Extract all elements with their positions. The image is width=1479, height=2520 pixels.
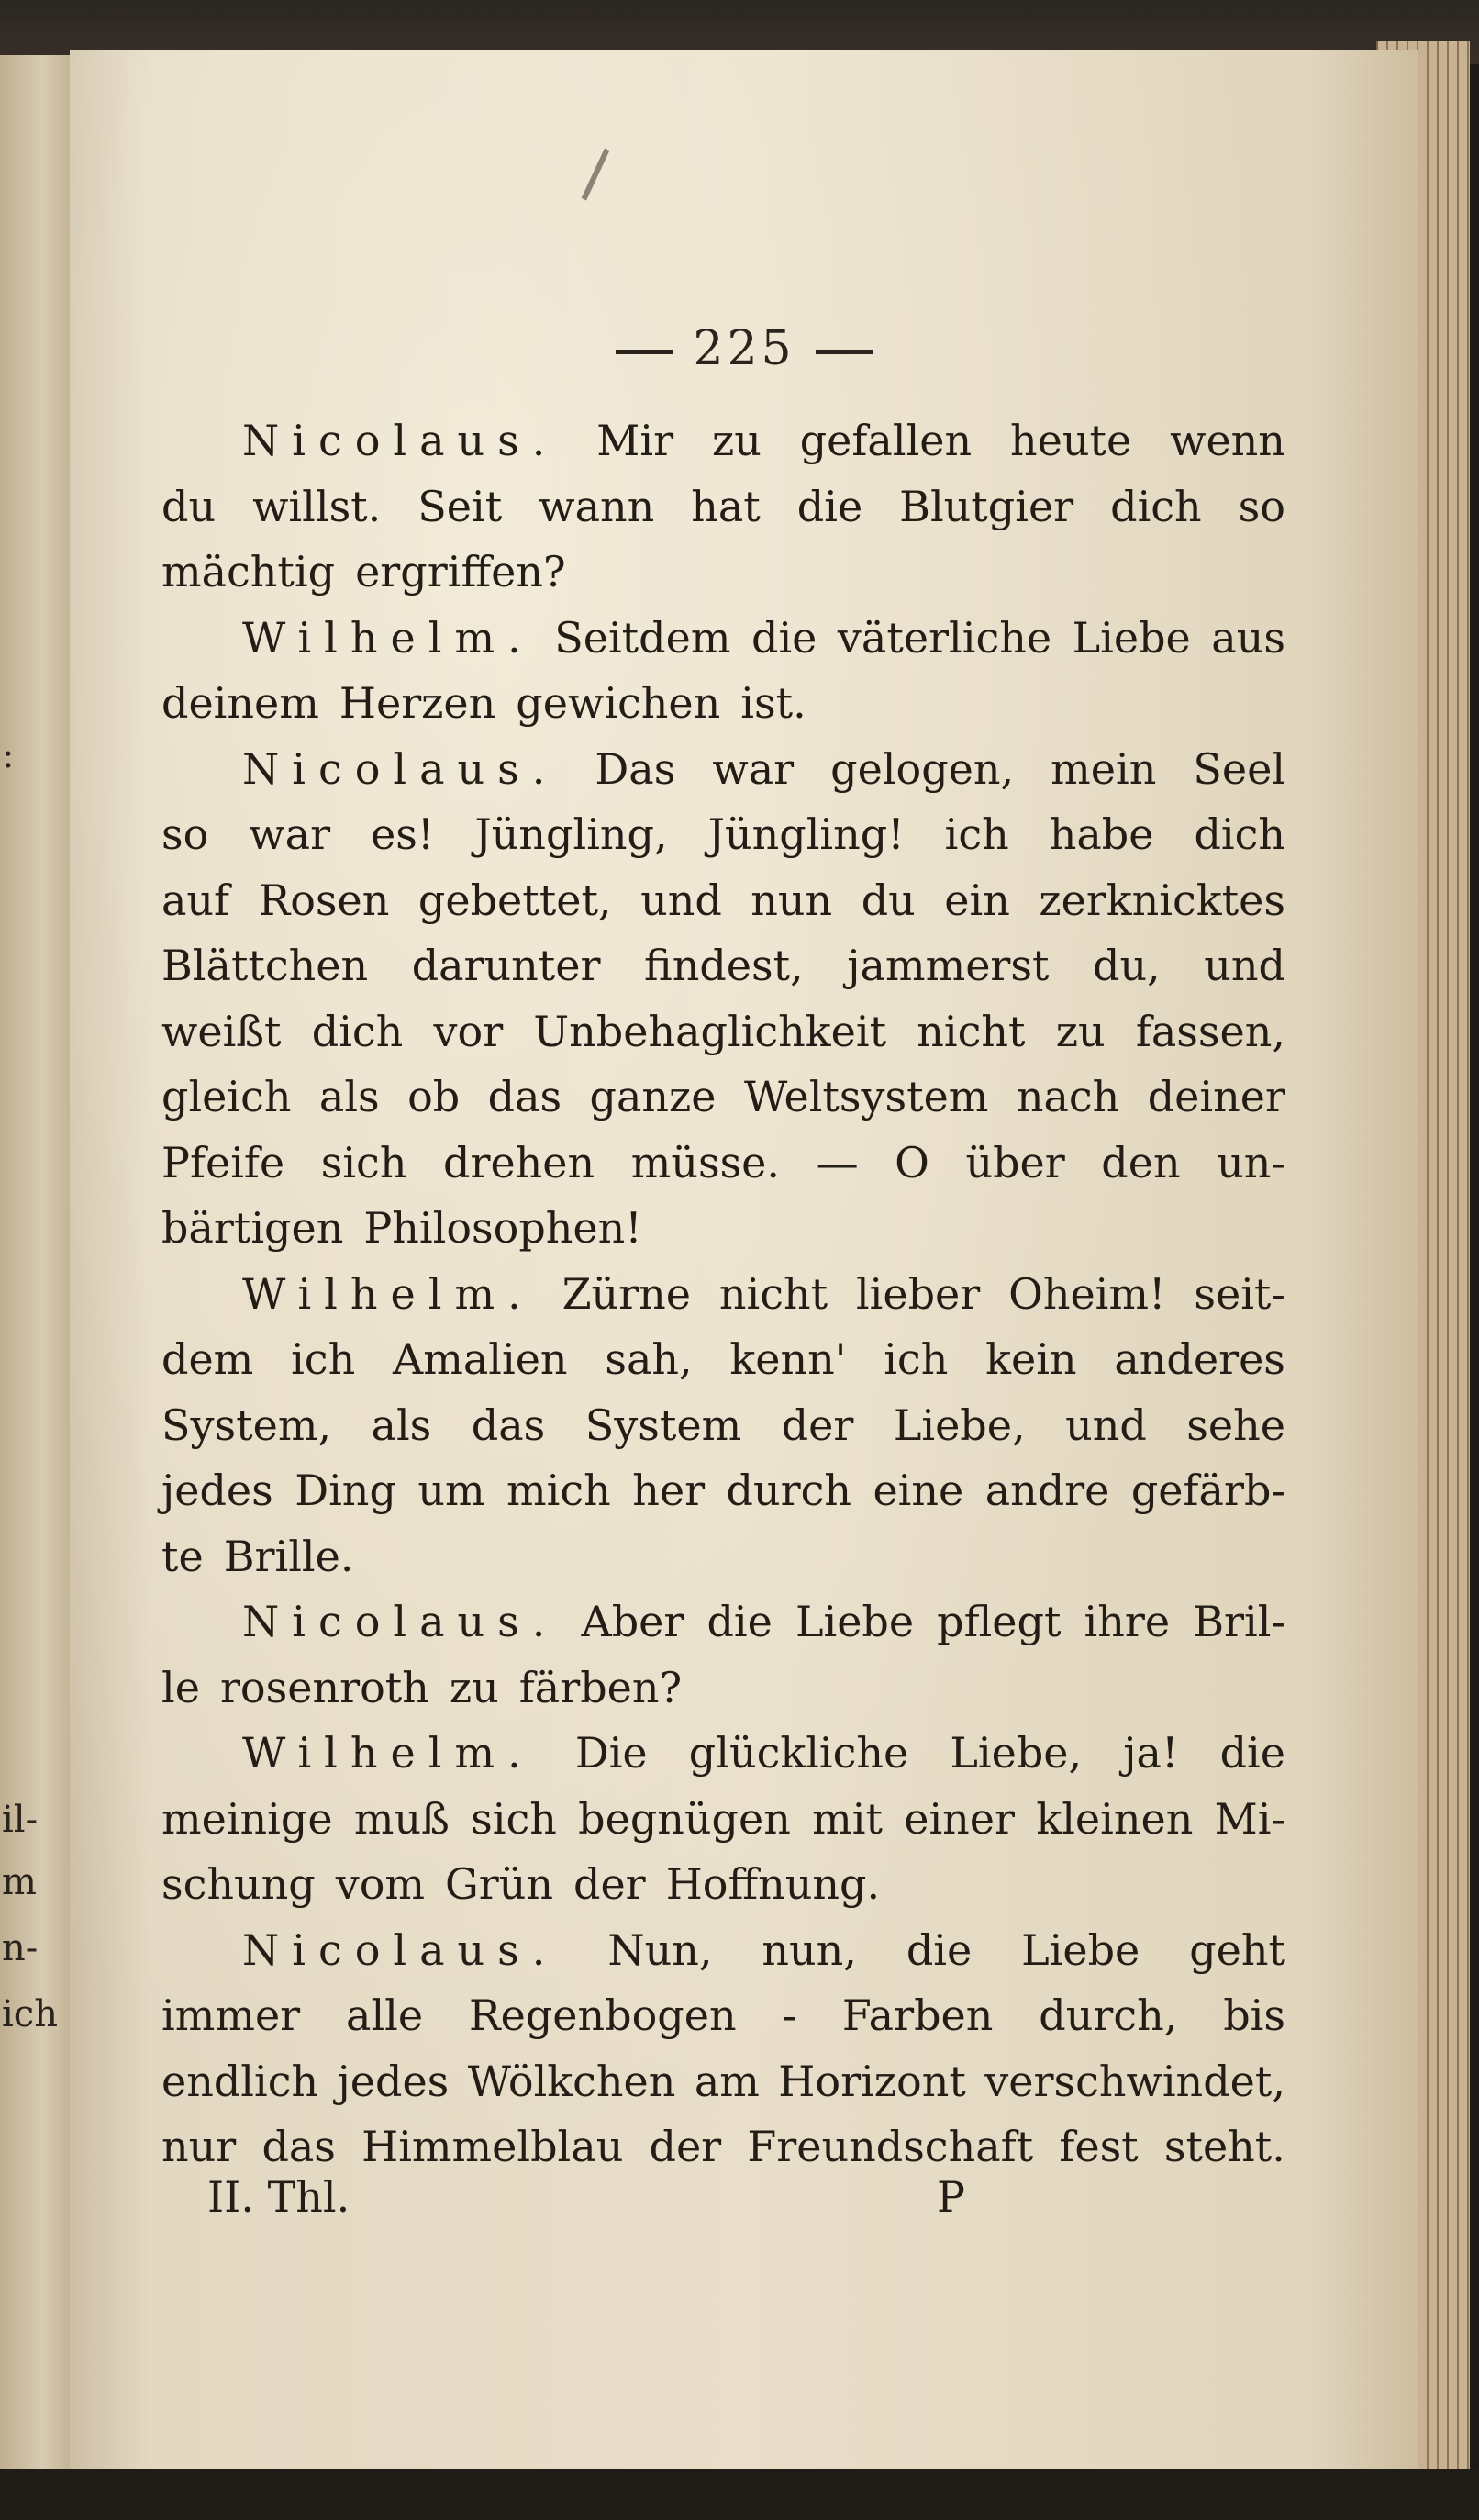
word: dem [161,1334,254,1384]
word: Das [595,743,676,794]
word: nun, [762,1924,857,1975]
speaker-name: Nicolaus. [242,1597,559,1646]
facing-page-fragment: : [2,734,15,776]
text-line [161,999,1285,1065]
ink-mark [582,149,610,201]
word: ganze [589,1072,717,1121]
speaker-name: Wilhelm. [242,1268,534,1319]
word: die [796,481,863,531]
word: verschwindet, [984,2056,1285,2106]
word: ob [407,1072,461,1121]
word: aus [1211,612,1285,663]
word: einer [904,1793,1016,1844]
word: Regenbogen [469,1990,737,2040]
word: kein [985,1334,1077,1384]
speaker-name: Nicolaus. [242,743,559,794]
text-line [161,1131,1285,1197]
word: schung [161,1859,316,1909]
text-line [161,1262,1285,1328]
word: nur [161,2122,237,2171]
word: nach [1016,1072,1120,1121]
facing-page-fragment: ich [2,1993,58,2035]
word: und [1204,941,1285,990]
word: Die [574,1728,648,1778]
word: es! [371,809,435,859]
word: Jüngling! [707,809,905,859]
word: Liebe, [950,1728,1083,1778]
word: als [371,1399,432,1450]
word: dich [1110,481,1202,531]
word: durch, [1039,1990,1178,2040]
word: fest [1059,2122,1139,2171]
word: Mir [596,416,674,465]
word: zerknicktes [1039,875,1285,925]
word: her [632,1466,706,1515]
word: den [1101,1137,1181,1188]
word: willst. [252,481,382,531]
word: le [161,1662,200,1712]
word: vom [335,1859,426,1909]
word: deiner [1147,1072,1285,1121]
word: ja! [1123,1728,1179,1778]
word: begnügen [578,1793,791,1844]
word: un- [1217,1137,1285,1188]
word: glückliche [688,1728,909,1778]
signature-mark: II. Thl. [207,2172,350,2222]
word: dich [311,1006,404,1056]
text-line [161,1524,1285,1590]
text-line [161,737,1285,803]
word: zu [449,1662,499,1712]
word: — [816,1137,859,1188]
text-line [161,606,1285,672]
word: Herzen [339,678,496,728]
speaker-name: Wilhelm. [242,612,534,663]
header-dash-left [616,350,673,354]
page-footer [70,2172,1418,2238]
word: sich [471,1793,557,1844]
word: Pfeife [161,1137,285,1188]
word: Philosophen! [363,1203,642,1253]
word: gewichen [516,678,721,728]
text-line [161,802,1285,868]
word: Aber [581,1597,684,1646]
word: gleich [161,1072,292,1121]
word: Mi- [1214,1793,1285,1844]
word: mächtig [161,547,336,597]
word: und [1065,1399,1147,1450]
text-line [161,408,1285,474]
book-page [70,50,1418,2473]
word: drehen [443,1137,595,1188]
word: sehe [1186,1399,1285,1450]
word: Bril- [1193,1597,1285,1646]
text-line [161,1327,1285,1393]
word: mein [1051,743,1157,794]
word: nicht [917,1006,1026,1056]
word: die [706,1597,773,1646]
word: wenn [1170,416,1285,465]
word: du, [1093,941,1161,990]
word: Jüngling, [474,809,668,859]
facing-page-fragment: n- [2,1927,39,1969]
word: nicht [718,1268,828,1319]
page-number: 225 [693,321,795,376]
word: als [318,1072,380,1121]
word: Unbehaglichkeit [533,1006,887,1056]
text-line [161,1918,1285,1984]
word: um [417,1466,485,1515]
text-line [161,2049,1285,2115]
word: ist. [740,678,806,728]
word: Liebe [1021,1924,1140,1975]
word: Brille. [223,1531,354,1581]
word: Seel [1193,743,1285,794]
page-header [70,321,1418,376]
word: immer [161,1990,301,2040]
text-line [161,671,1285,737]
word: sich [320,1137,407,1188]
catchword: P [937,2172,965,2222]
word: Liebe [1072,612,1191,663]
word: Hoffnung. [665,1859,881,1909]
word: rosenroth [219,1662,429,1712]
word: Horizont [778,2056,966,2106]
word: über [965,1137,1065,1188]
word: vor [433,1006,504,1056]
text-line [161,1065,1285,1131]
word: ihre [1084,1597,1171,1646]
word: te [161,1531,204,1581]
word: darunter [411,941,601,990]
word: gefärb- [1130,1466,1285,1515]
word: färben? [518,1662,683,1712]
text-line [161,2114,1285,2180]
word: System, [161,1399,332,1450]
word: Amalien [393,1334,568,1384]
word: das [471,1399,546,1450]
word: der [649,2122,722,2171]
word: Weltsystem [743,1072,989,1121]
word: anderes [1114,1334,1285,1384]
body-text [161,408,1285,2180]
text-line [161,1393,1285,1459]
word: durch [726,1466,851,1515]
word: Seitdem [554,612,731,663]
book-bottom-edge [0,2469,1479,2520]
text-line [161,933,1285,999]
word: das [487,1072,562,1121]
text-line [161,1458,1285,1524]
word: andre [984,1466,1110,1515]
text-line [161,868,1285,934]
word: die [906,1924,973,1975]
word: so [161,809,209,859]
text-line [161,1196,1285,1262]
word: du [861,875,916,925]
word: Blättchen [161,941,369,990]
word: väterliche [837,612,1052,663]
word: Nun, [607,1924,713,1975]
text-line [161,1656,1285,1722]
word: muß [353,1793,450,1844]
word: das [261,2122,336,2171]
word: der [781,1399,854,1450]
text-line [161,1983,1285,2049]
text-line [161,540,1285,606]
word: eine [873,1466,964,1515]
word: gefallen [799,416,973,465]
word: - [782,1990,797,2040]
word: geht [1189,1924,1285,1975]
word: fassen, [1135,1006,1285,1056]
word: und [640,875,722,925]
word: ich [291,1334,356,1384]
word: zu [711,416,762,465]
word: Seit [417,481,503,531]
word: kleinen [1036,1793,1194,1844]
text-line [161,474,1285,541]
word: gelogen, [830,743,1015,794]
word: mit [812,1793,883,1844]
word: Wölkchen [467,2056,676,2106]
header-dash-right [816,350,873,354]
word: endlich [161,2056,319,2106]
word: Ding [295,1466,396,1515]
word: meinige [161,1793,333,1844]
word: ein [944,875,1010,925]
word: du [161,481,217,531]
word: deinem [161,678,319,728]
word: die [751,612,817,663]
word: müsse. [630,1137,781,1188]
word: Oheim! [1008,1268,1166,1319]
word: hat [691,481,761,531]
word: heute [1010,416,1132,465]
word: der [573,1859,646,1909]
word: Liebe, [893,1399,1026,1450]
word: Blutgier [899,481,1074,531]
word: jedes [161,1466,273,1515]
word: bis [1223,1990,1285,2040]
word: Zürne [562,1268,691,1319]
word: weißt [161,1006,282,1056]
facing-page-edge [0,55,72,2469]
text-line [161,1852,1285,1918]
word: kenn' [729,1334,847,1384]
word: O [895,1137,929,1188]
speaker-name: Wilhelm. [242,1728,534,1778]
word: Rosen [258,875,390,925]
word: Freundschaft [747,2122,1034,2171]
word: jedes [337,2056,450,2106]
word: sah, [605,1334,693,1384]
speaker-name: Nicolaus. [242,416,559,465]
speaker-name: Nicolaus. [242,1924,559,1975]
word: steht. [1163,2122,1285,2171]
word: seit- [1194,1268,1285,1319]
word: ergriffen? [355,547,566,597]
text-line [161,1787,1285,1853]
word: auf [161,875,230,925]
word: Liebe [795,1597,915,1646]
word: Grün [445,1859,554,1909]
word: ich [884,1334,949,1384]
word: habe [1049,809,1154,859]
text-line [161,1721,1285,1787]
word: ich [944,809,1009,859]
word: findest, [644,941,804,990]
text-line [161,1589,1285,1656]
word: bärtigen [161,1203,344,1253]
word: die [1219,1728,1285,1778]
word: zu [1055,1006,1106,1056]
word: so [1238,481,1285,531]
word: war [712,743,795,794]
word: nun [751,875,833,925]
word: war [249,809,331,859]
facing-page-fragment: il- [2,1799,39,1841]
word: Farben [841,1990,994,2040]
facing-page-fragment: m [2,1861,37,1903]
word: lieber [855,1268,981,1319]
word: gebettet, [417,875,612,925]
word: jammerst [847,941,1050,990]
word: Himmelblau [361,2122,624,2171]
word: mich [506,1466,611,1515]
word: am [694,2056,760,2106]
word: dich [1194,809,1285,859]
word: pflegt [937,1597,1062,1646]
word: wann [539,481,655,531]
word: System [584,1399,742,1450]
word: alle [346,1990,424,2040]
